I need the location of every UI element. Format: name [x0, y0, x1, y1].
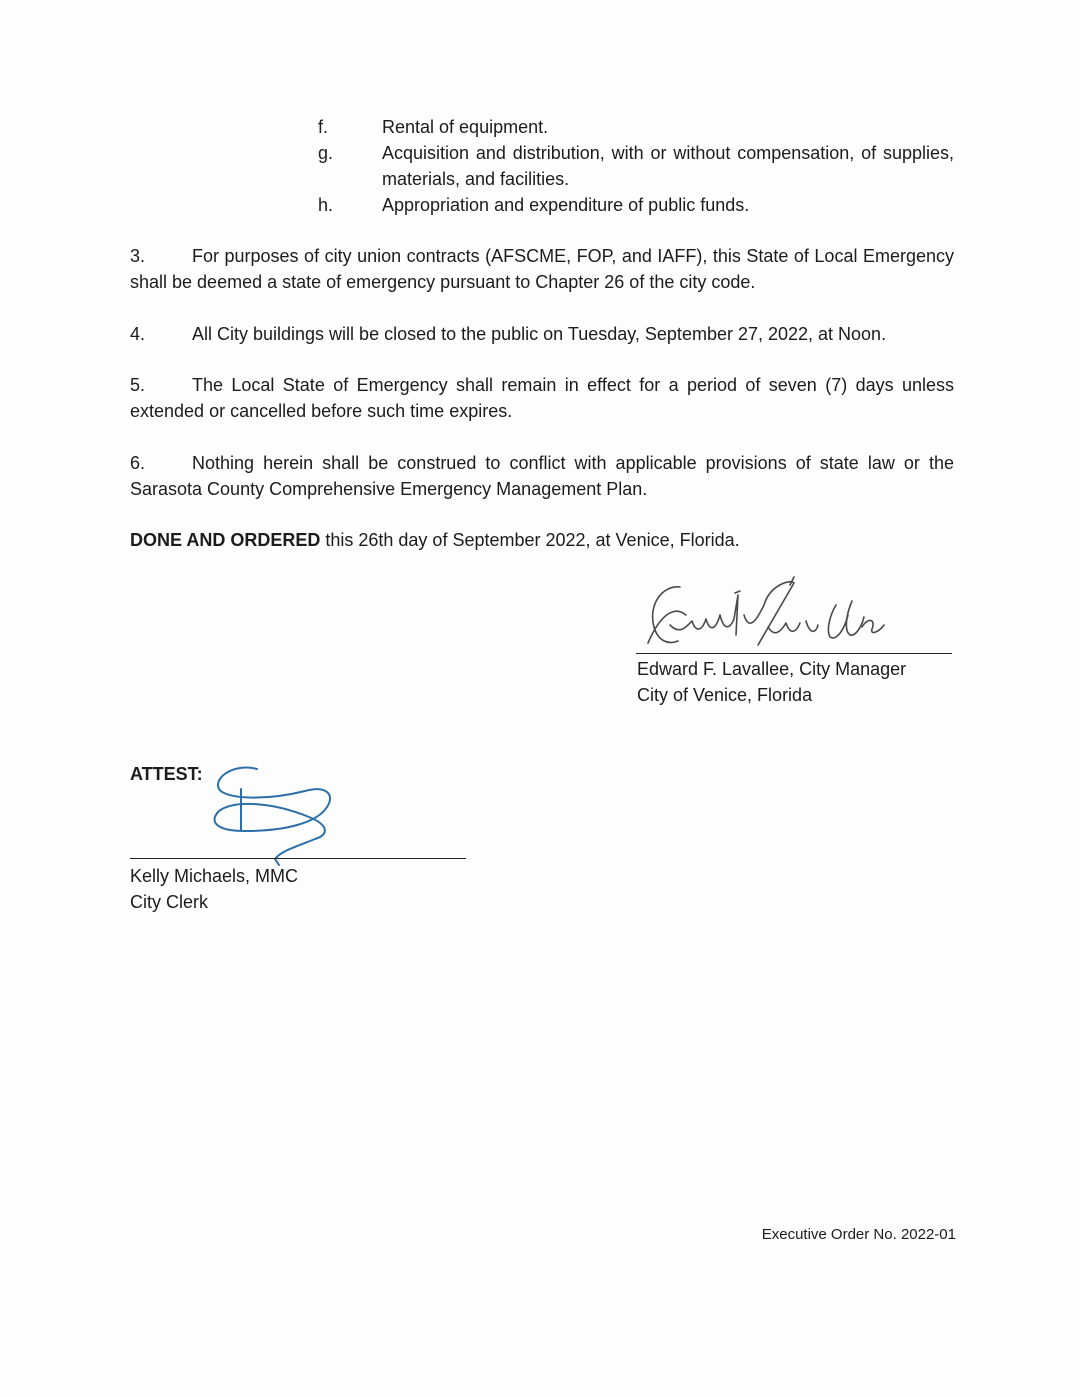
lettered-list: [318, 114, 954, 218]
paragraph-number: 5.: [130, 375, 146, 395]
list-letter: g.: [318, 143, 334, 163]
paragraph-text: For purposes of city union contracts (AFSCME, FOP, and IAFF), this State of Local Emergency shall be deemed a state of emergency pursuant to Chapter 26 of the city code.: [130, 246, 954, 292]
manager-signature-line: [636, 653, 952, 654]
list-item: [318, 114, 954, 140]
paragraph-number: 4.: [130, 324, 146, 344]
paragraph-number: 6.: [130, 453, 146, 473]
paragraph-3: [130, 243, 954, 295]
manager-organization: City of Venice, Florida: [637, 685, 813, 705]
clerk-signature-line: [130, 858, 466, 859]
paragraph-text: The Local State of Emergency shall remain in effect for a period of seven (7) days unless extended or cancelled before such time expires.: [130, 375, 954, 421]
paragraph-text: All City buildings will be closed to the public on Tuesday, September 27, 2022, at Noon.: [192, 324, 887, 344]
paragraph-text: Nothing herein shall be construed to conflict with applicable provisions of state law or the Sarasota County Comprehensive Emergency Management Plan.: [130, 453, 954, 499]
done-and-ordered-label: DONE AND ORDERED: [130, 530, 321, 550]
clerk-signature: [205, 755, 345, 867]
list-text: Acquisition and distribution, with or without compensation, of supplies, materials, and facilities.: [382, 143, 954, 189]
clerk-name: Kelly Michaels, MMC: [130, 866, 299, 886]
paragraph-number: 3.: [130, 246, 146, 266]
done-and-ordered: [130, 527, 954, 553]
paragraph-4: [130, 321, 954, 347]
clerk-title: City Clerk: [130, 892, 209, 912]
executive-order-number: Executive Order No. 2022-01: [761, 1226, 956, 1243]
paragraph-6: [130, 450, 954, 502]
manager-signature: [640, 575, 900, 660]
list-text: Rental of equipment.: [382, 117, 549, 137]
done-and-ordered-text: this 26th day of September 2022, at Venice, Florida.: [320, 530, 740, 550]
manager-name-title: Edward F. Lavallee, City Manager: [637, 659, 907, 679]
list-letter: f.: [318, 117, 329, 137]
attest-label: ATTEST:: [130, 764, 203, 784]
list-item: [318, 140, 954, 192]
list-item: [318, 192, 954, 218]
paragraph-5: [130, 372, 954, 424]
list-text: Appropriation and expenditure of public funds.: [382, 195, 750, 215]
list-letter: h.: [318, 195, 334, 215]
